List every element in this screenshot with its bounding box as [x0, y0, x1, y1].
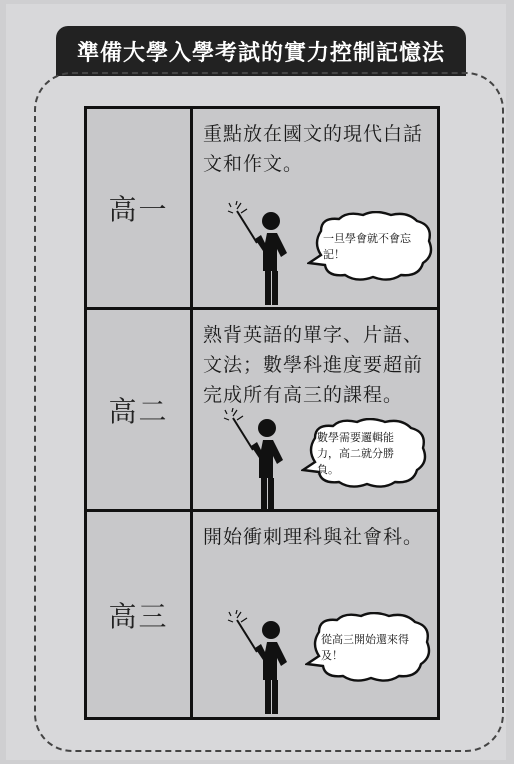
grade-label: 高二	[87, 310, 193, 509]
plan-cell	[193, 512, 437, 717]
teacher-pointer-icon	[223, 408, 303, 512]
teacher-pointer-icon	[227, 610, 307, 714]
bubble-text: 一旦學會就不會忘記！	[323, 232, 411, 261]
plan-table	[84, 106, 440, 720]
bubble-text: 數學需要邏輯能力，高二就分勝負。	[317, 431, 394, 476]
plan-cell	[193, 310, 437, 509]
plan-cell	[193, 109, 437, 307]
table-row	[87, 307, 437, 509]
bubble-text: 從高三開始還來得及！	[321, 633, 409, 662]
grade-label: 高一	[87, 109, 193, 307]
speech-bubble	[301, 418, 429, 490]
plan-description: 熟背英語的單字、片語、文法；數學科進度要超前完成所有高三的課程。	[203, 324, 424, 406]
table-row	[87, 109, 437, 307]
speech-bubble	[307, 211, 435, 283]
page-title: 準備大學入學考試的實力控制記憶法	[56, 26, 466, 76]
speech-bubble	[305, 612, 433, 684]
plan-description: 重點放在國文的現代白話文和作文。	[203, 123, 424, 175]
teacher-pointer-icon	[227, 201, 307, 305]
grade-label: 高三	[87, 512, 193, 717]
plan-description: 開始衝刺理科與社會科。	[203, 526, 424, 548]
table-row	[87, 509, 437, 717]
